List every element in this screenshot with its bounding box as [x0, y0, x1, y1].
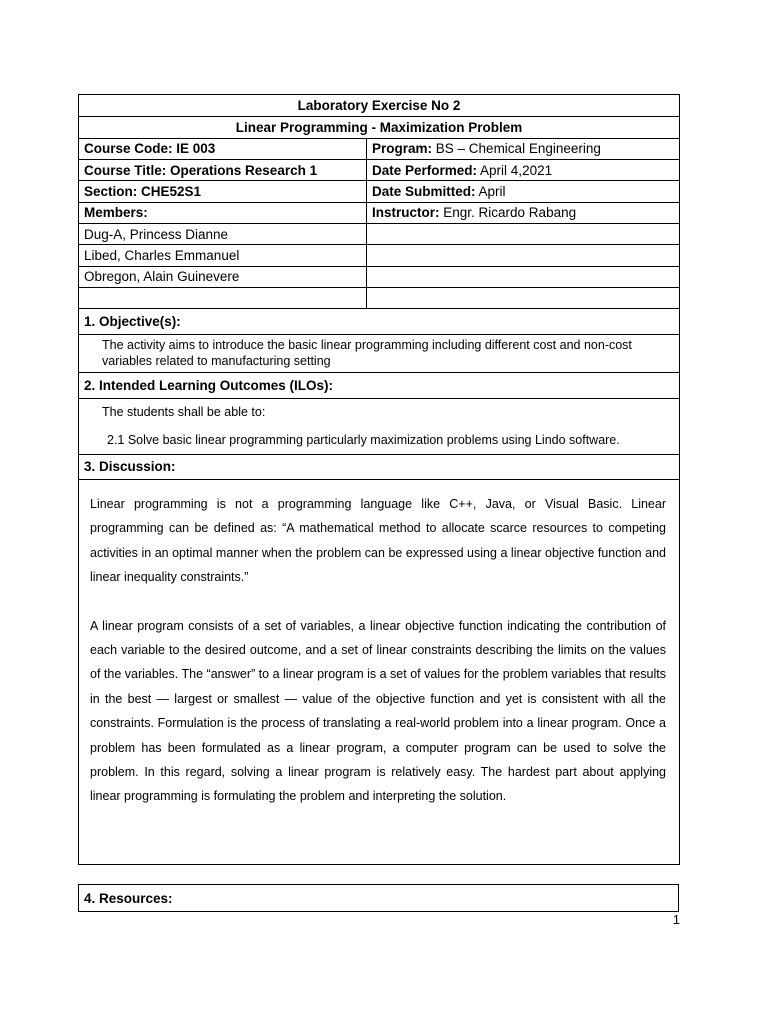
instructor-label: Instructor:: [372, 205, 440, 221]
member-name: Libed, Charles Emmanuel: [79, 245, 367, 266]
discussion-body: [79, 479, 680, 864]
instructor-value: Engr. Ricardo Rabang: [443, 205, 577, 221]
course-title-label: Course Title:: [84, 162, 167, 178]
empty-cell: [367, 245, 680, 266]
exercise-title: Laboratory Exercise No 2: [79, 95, 680, 117]
empty-cell: [367, 266, 680, 287]
date-submitted-value: April: [478, 183, 506, 199]
resources-table: [78, 884, 679, 912]
date-performed-value: April 4,2021: [480, 162, 553, 178]
objectives-heading: 1. Objective(s):: [79, 309, 680, 334]
program-label: Program:: [372, 141, 433, 157]
ilos-body: [79, 398, 680, 454]
date-submitted-cell: [367, 181, 680, 202]
ilos-intro: The students shall be able to:: [102, 405, 266, 420]
ilos-item: 2.1 Solve basic linear programming particularly maximization problems using Lindo software.: [107, 433, 620, 448]
member-name: [79, 287, 367, 308]
page-number: 1: [672, 912, 680, 927]
date-submitted-label: Date Submitted:: [372, 183, 476, 199]
program-value: BS – Chemical Engineering: [435, 141, 601, 157]
date-performed-label: Date Performed:: [372, 162, 478, 178]
instructor-cell: [367, 202, 680, 223]
discussion-paragraph-2: A linear program consists of a set of variables, a linear objective function indicating the contribution of each variable to the desired outcome, and a set of linear constraints describing the limits on the values of the variables. The “answer” to a linear program is a set of values for the problem variables that results in the best — largest or smallest — value of the objective function and yet is consistent with all the constraints. Formulation is the process of translating a real-world problem into a linear program. Once a problem has been formulated as a linear program, a computer program can be used to solve the problem. In this regard, solving a linear program is relatively easy. The hardest part about applying linear programming is formulating the problem and interpreting the solution.: [90, 618, 667, 804]
course-code-label: Course Code:: [84, 141, 173, 157]
ilos-heading: 2. Intended Learning Outcomes (ILOs):: [79, 373, 680, 398]
lab-exercise-table: [78, 94, 680, 865]
discussion-heading: 3. Discussion:: [79, 454, 680, 479]
discussion-paragraph-1: Linear programming is not a programming language like C++, Java, or Visual Basic. Linear programming can be defined as: “A mathematical method to allocate scarce resources to competing activities in an optimal manner when the problem can be expressed using a linear objective function and linear inequality constraints.”: [90, 496, 667, 585]
course-code-cell: [79, 138, 367, 159]
section-value: CHE52S1: [141, 183, 202, 199]
course-title-value: Operations Research 1: [170, 162, 318, 178]
section-cell: [79, 181, 367, 202]
empty-cell: [367, 287, 680, 308]
empty-cell: [367, 223, 680, 244]
objectives-text: The activity aims to introduce the basic linear programming including different cost and non-cost variables related to manufacturing setting: [79, 334, 680, 373]
course-code-value: IE 003: [176, 141, 216, 157]
date-performed-cell: [367, 160, 680, 181]
course-title-cell: [79, 160, 367, 181]
resources-heading: 4. Resources:: [79, 885, 679, 912]
member-name: Dug-A, Princess Dianne: [79, 223, 367, 244]
program-cell: [367, 138, 680, 159]
member-name: Obregon, Alain Guinevere: [79, 266, 367, 287]
members-label: Members:: [79, 202, 367, 223]
exercise-subtitle: Linear Programming - Maximization Problem: [79, 117, 680, 138]
section-label: Section:: [84, 183, 138, 199]
